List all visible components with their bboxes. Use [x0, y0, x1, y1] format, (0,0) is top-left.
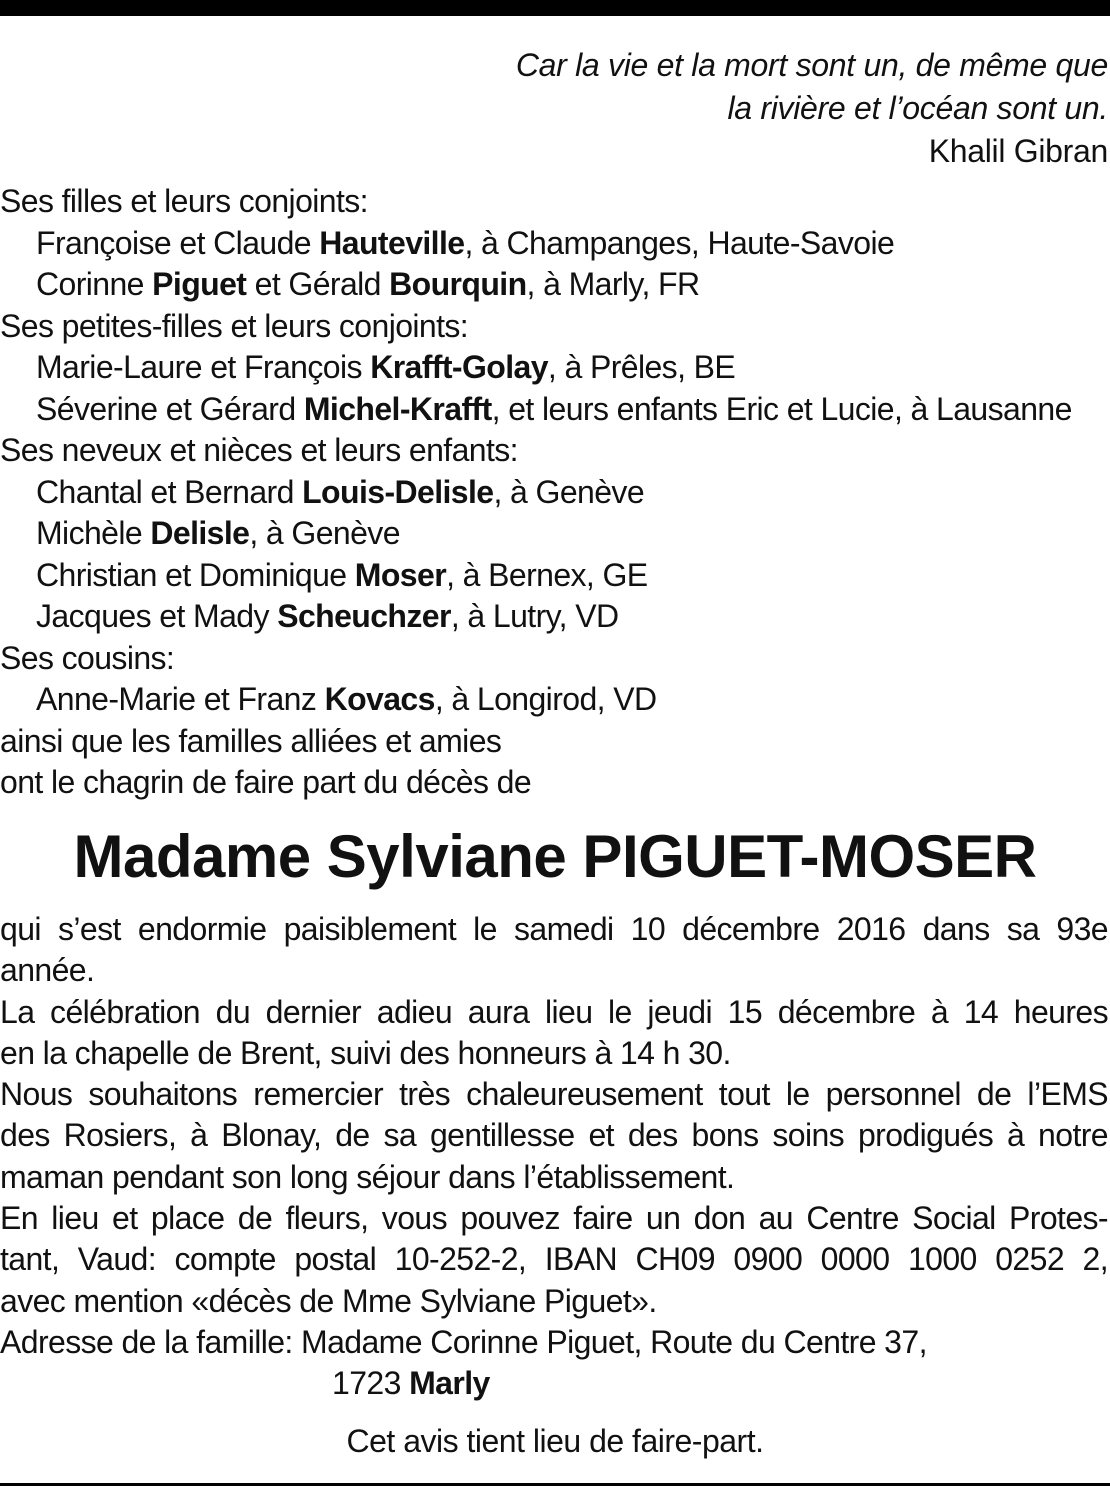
family-list: [0, 181, 1110, 804]
entry-text: , à Longirod, VD: [434, 681, 657, 717]
entry-text: Jacques et Mady: [36, 598, 278, 634]
family-entry: [0, 472, 1110, 514]
family-entry: [0, 223, 1110, 265]
entry-text: , à Prêles, BE: [547, 349, 736, 385]
message-line: année.: [0, 952, 95, 989]
bottom-rule: [0, 1483, 1110, 1486]
city-name: Marly: [409, 1365, 490, 1402]
entry-text: Anne-Marie et Franz: [36, 681, 325, 717]
message-line: tant, Vaud: compte postal 10-252-2, IBAN CH09 0900 0000 1000 0252 2,: [0, 1241, 1108, 1278]
entry-text: , à Marly, FR: [526, 266, 700, 302]
entry-text: Christian et Dominique: [36, 556, 355, 593]
family-name: Michel-Krafft: [303, 390, 492, 427]
notice-message: [0, 909, 1108, 1405]
entry-text: Marie-Laure et François: [36, 349, 371, 385]
entry-text: Chantal et Bernard: [36, 473, 303, 510]
family-name: Krafft-Golay: [370, 349, 548, 385]
daughters-heading: Ses filles et leurs conjoints:: [0, 183, 368, 219]
family-entry: [0, 264, 1110, 306]
family-name: Louis-Delisle: [302, 473, 494, 510]
message-line: maman pendant son long séjour dans l’établissement.: [0, 1158, 735, 1195]
family-address-city: [0, 1363, 1108, 1404]
epigraph: [516, 44, 1108, 173]
family-name: Delisle: [150, 515, 250, 551]
message-line: Nous souhaitons remercier très chaleureusement tout le personnel de l’EMS: [0, 1076, 1108, 1113]
family-name: Hauteville: [319, 224, 465, 261]
quote-line-2: la rivière et l’océan sont un.: [727, 90, 1108, 126]
family-name: Kovacs: [324, 681, 435, 717]
granddaughters-heading: Ses petites-filles et leurs conjoints:: [0, 307, 469, 344]
closing-line: ont le chagrin de faire part du décès de: [0, 764, 532, 800]
message-line: qui s’est endormie paisiblement le samedi 10 décembre 2016 dans sa 93e: [0, 911, 1108, 947]
message-line: avec mention «décès de Mme Sylviane Piguet».: [0, 1282, 657, 1319]
postal-code: 1723: [332, 1365, 410, 1402]
top-rule: [0, 0, 1110, 16]
quote-author: Khalil Gibran: [928, 133, 1108, 169]
family-name: Scheuchzer: [277, 598, 451, 634]
message-line: La célébration du dernier adieu aura lieu le jeudi 15 décembre à 14 heures: [0, 993, 1108, 1030]
entry-text: , à Lutry, VD: [450, 598, 619, 634]
family-address: Adresse de la famille: Madame Corinne Piguet, Route du Centre 37,: [0, 1323, 927, 1360]
deceased-name: Madame Sylviane PIGUET-MOSER: [73, 823, 1037, 890]
entry-text: Françoise et Claude: [36, 224, 320, 261]
entry-text: Séverine et Gérard: [36, 390, 304, 427]
nephews-heading: Ses neveux et nièces et leurs enfants:: [0, 432, 518, 468]
entry-text: , et leurs enfants Eric et Lucie, à Lausanne: [491, 390, 1072, 427]
message-line: En lieu et place de fleurs, vous pouvez faire un don au Centre Social Protes-: [0, 1200, 1108, 1237]
family-entry: [0, 679, 1110, 721]
family-name: Piguet: [152, 266, 247, 302]
family-name: Bourquin: [389, 266, 527, 302]
entry-text: Corinne: [36, 266, 153, 302]
family-entry: [0, 389, 1110, 431]
family-entry: [0, 555, 1110, 597]
quote-line-1: Car la vie et la mort sont un, de même que: [515, 47, 1108, 83]
entry-text: , à Champanges, Haute-Savoie: [464, 224, 895, 261]
entry-text: et Gérald: [246, 266, 390, 302]
message-line: des Rosiers, à Blonay, de sa gentillesse et des bons soins prodigués à notre: [0, 1117, 1108, 1154]
cousins-heading: Ses cousins:: [0, 639, 175, 676]
footer-note: Cet avis tient lieu de faire-part.: [346, 1423, 764, 1459]
family-entry: [0, 596, 1110, 638]
closing-line: ainsi que les familles alliées et amies: [0, 722, 502, 759]
family-entry: [0, 513, 1110, 555]
message-line: en la chapelle de Brent, suivi des honneurs à 14 h 30.: [0, 1034, 731, 1071]
entry-text: Michèle: [36, 515, 151, 551]
entry-text: , à Genève: [493, 473, 645, 510]
family-entry: [0, 347, 1110, 389]
entry-text: , à Genève: [249, 515, 400, 551]
family-name: Moser: [354, 556, 447, 593]
entry-text: , à Bernex, GE: [446, 556, 648, 593]
